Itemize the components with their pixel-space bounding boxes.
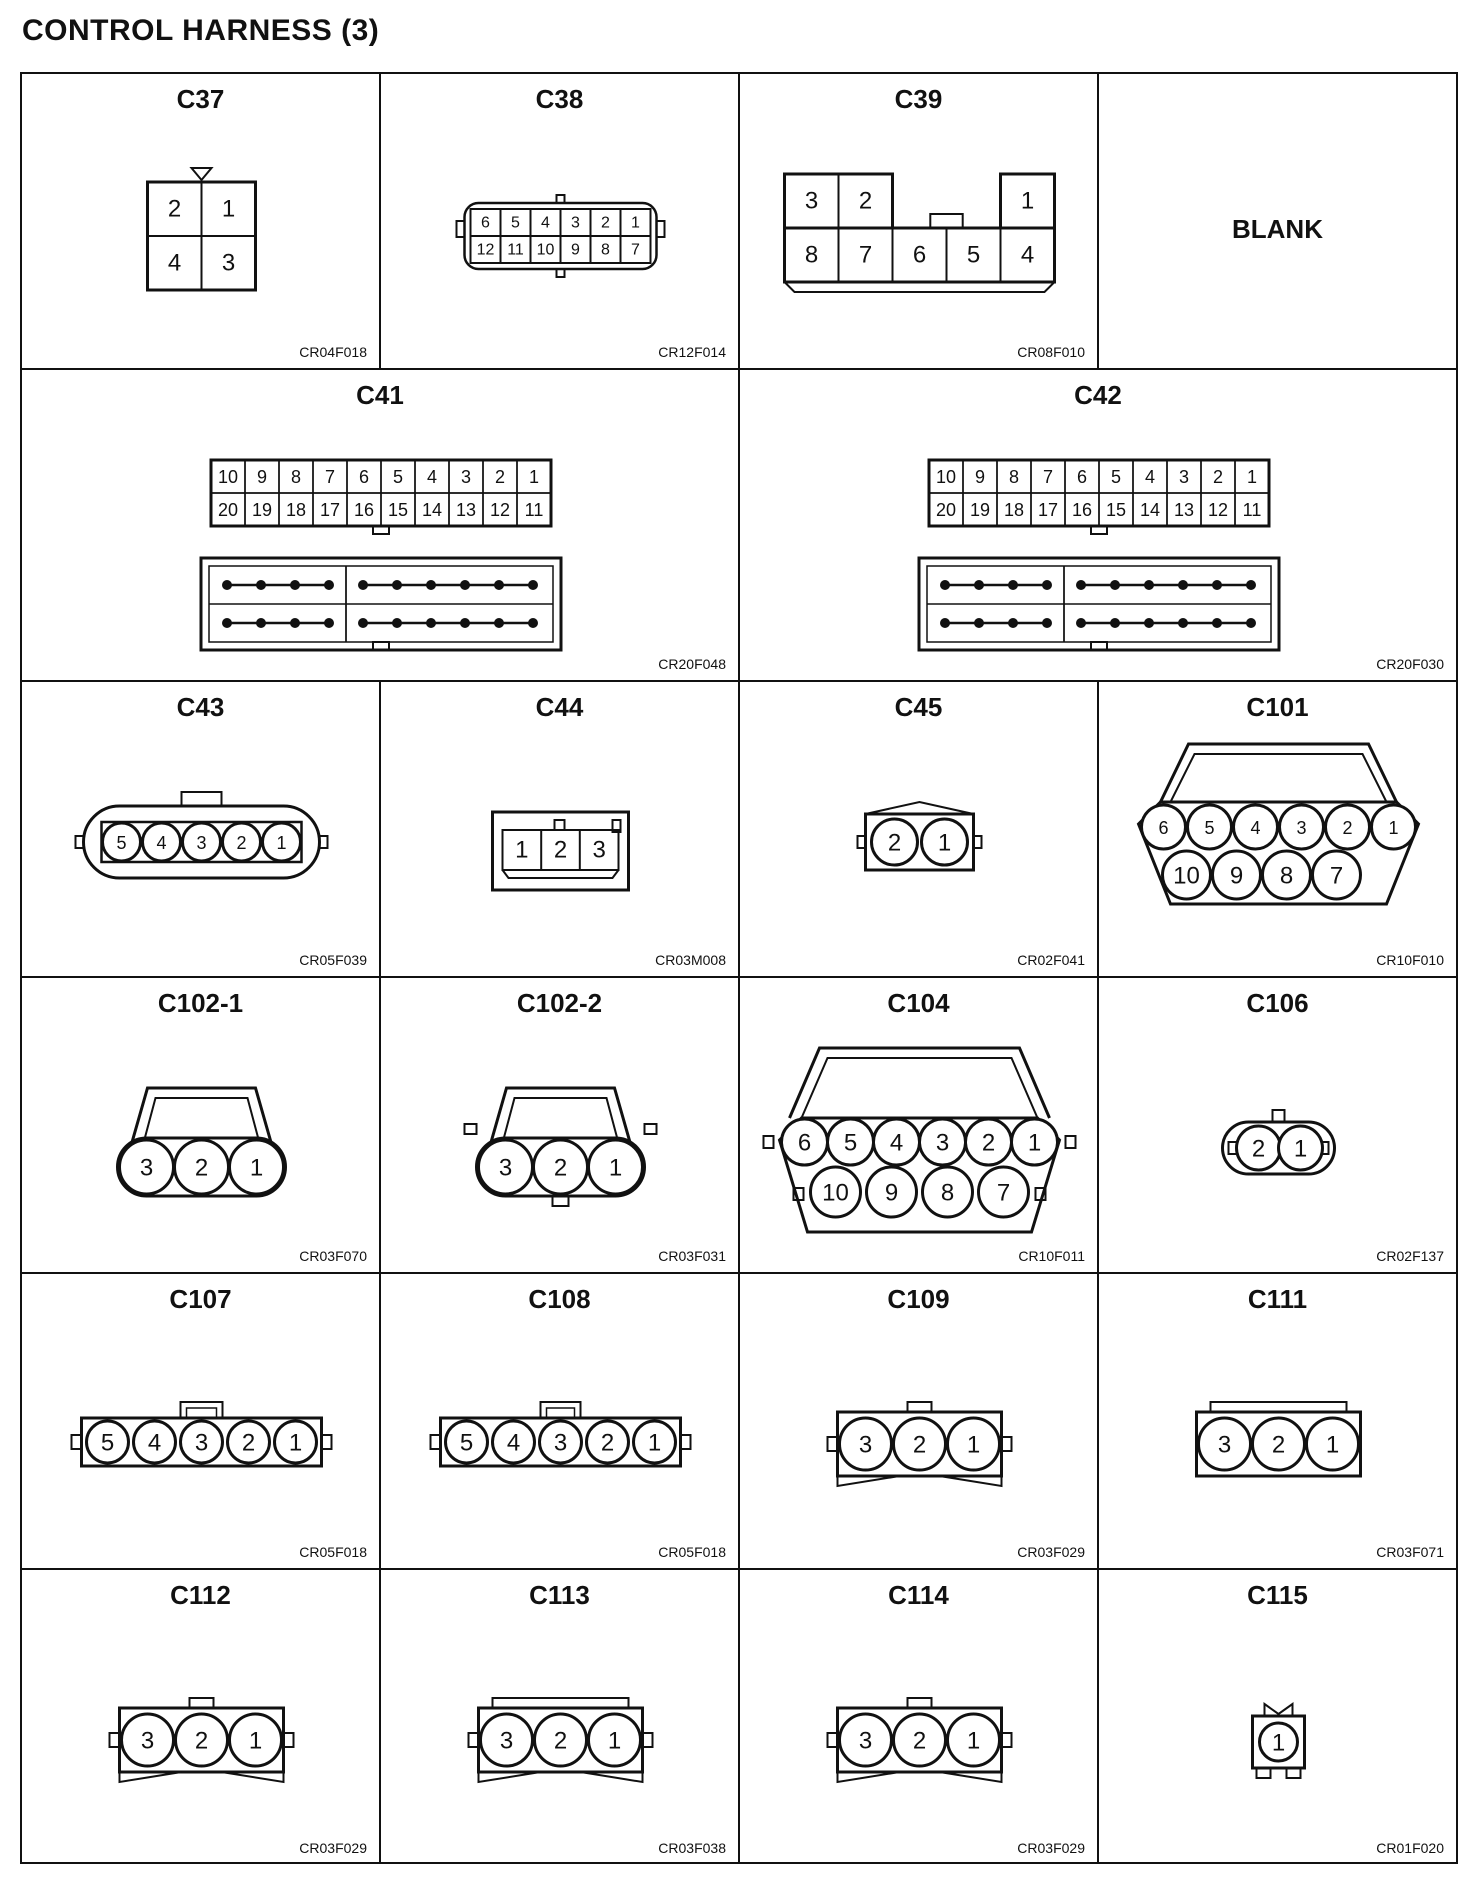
- pin-label: 3: [804, 187, 819, 215]
- pin-label: 11: [524, 500, 544, 520]
- pin-label: 5: [392, 467, 404, 487]
- pin-label: 3: [1217, 1431, 1232, 1459]
- connector-face: [76, 792, 328, 878]
- connector-face: [828, 1402, 1012, 1486]
- connector-name: C44: [535, 692, 584, 722]
- pin-label: 4: [1250, 818, 1261, 838]
- pin-label: 3: [194, 1429, 209, 1457]
- pin-label: 3: [935, 1129, 950, 1157]
- pin-label: 1: [966, 1727, 981, 1755]
- pin-label: 8: [290, 467, 302, 487]
- pin-label: 7: [996, 1179, 1011, 1207]
- connector-cell-c102-1: [22, 978, 381, 1274]
- pin-label: 15: [1105, 500, 1127, 520]
- pin-label: 2: [553, 1154, 568, 1182]
- connector-cell-blank: [1099, 74, 1456, 370]
- connector-name: C101: [1246, 692, 1309, 722]
- connector-code: CR05F018: [299, 1544, 367, 1560]
- pin-label: 3: [140, 1727, 155, 1755]
- pin-label: 14: [421, 500, 443, 520]
- connector-code: CR03F031: [658, 1248, 726, 1264]
- connector-name: C37: [176, 84, 225, 114]
- connector-face: [858, 802, 982, 870]
- pin-label: 3: [1296, 818, 1307, 838]
- connector-cell-c104: [740, 978, 1099, 1274]
- connector-cell-c45: [740, 682, 1099, 978]
- connector-face: [118, 1088, 286, 1196]
- pin-label: 3: [499, 1727, 514, 1755]
- connector-drawing-c44: [381, 682, 740, 978]
- pin-label: 1: [608, 1154, 623, 1182]
- pin-label: 19: [969, 500, 991, 520]
- connector-cell-c115: [1099, 1570, 1456, 1864]
- pin-label: 12: [1207, 500, 1229, 520]
- pin-label: 3: [592, 836, 606, 864]
- connector-face: [1139, 744, 1419, 904]
- blank-label: BLANK: [1232, 214, 1323, 244]
- connector-code: CR10F010: [1376, 952, 1444, 968]
- connector-code: CR02F041: [1017, 952, 1085, 968]
- connector-cell-c108: [381, 1274, 740, 1570]
- pin-label: 9: [884, 1179, 899, 1207]
- connector-drawing-c43: [22, 682, 381, 978]
- connector-code: CR08F010: [1017, 344, 1085, 360]
- pin-label: 17: [319, 500, 341, 520]
- pin-label: 3: [196, 833, 207, 853]
- pin-label: 10: [822, 1179, 849, 1207]
- connector-code: CR12F014: [658, 344, 726, 360]
- pin-label: 4: [1144, 467, 1156, 487]
- connector-code: CR05F039: [299, 952, 367, 968]
- pin-label: 6: [912, 241, 927, 269]
- connector-code: CR03F029: [1017, 1840, 1085, 1856]
- pin-label: 12: [489, 500, 511, 520]
- pin-label: 2: [553, 1727, 568, 1755]
- connector-code: CR04F018: [299, 344, 367, 360]
- connector-code: CR03F070: [299, 1248, 367, 1264]
- pin-label: 10: [935, 467, 957, 487]
- pin-label: 1: [631, 214, 640, 232]
- connector-cell-c38: [381, 74, 740, 370]
- connector-grid: [20, 72, 1458, 1864]
- connector-drawing-c108: [381, 1274, 740, 1570]
- pin-label: 1: [221, 195, 236, 223]
- connector-drawing-c113: [381, 1570, 740, 1866]
- pin-label: 2: [553, 836, 568, 864]
- pin-label: 3: [1178, 467, 1190, 487]
- page-title: CONTROL HARNESS (3): [22, 14, 380, 47]
- connector-cell-c43: [22, 682, 381, 978]
- pin-label: 4: [541, 214, 550, 232]
- pin-label: 11: [507, 241, 524, 259]
- pin-label: 1: [1388, 818, 1399, 838]
- pin-label: 13: [455, 500, 477, 520]
- connector-drawing-c39: [740, 74, 1099, 370]
- pin-label: 1: [276, 833, 287, 853]
- pin-label: 2: [494, 467, 506, 487]
- connector-face: [201, 460, 561, 650]
- pin-label: 17: [1037, 500, 1059, 520]
- connector-cell-c109: [740, 1274, 1099, 1570]
- connector-cell-c114: [740, 1570, 1099, 1864]
- pin-label: 1: [1325, 1431, 1340, 1459]
- connector-drawing-c114: [740, 1570, 1099, 1866]
- lock-tab: [192, 168, 212, 180]
- connector-drawing-c42: [740, 370, 1458, 682]
- pin-label: 3: [498, 1154, 513, 1182]
- pin-label: 2: [887, 829, 902, 857]
- connector-name: C104: [887, 988, 950, 1018]
- connector-code: CR02F137: [1376, 1248, 1444, 1264]
- connector-code: CR03F038: [658, 1840, 726, 1856]
- connector-face: [493, 812, 629, 890]
- connector-name: C107: [169, 1284, 232, 1314]
- pin-label: 7: [1329, 862, 1344, 890]
- pin-label: 2: [858, 187, 873, 215]
- pin-label: 9: [571, 241, 580, 259]
- pin-label: 18: [285, 500, 307, 520]
- pin-label: 1: [1020, 187, 1035, 215]
- pin-label: 10: [1173, 862, 1200, 890]
- connector-cell-c113: [381, 1570, 740, 1864]
- connector-name: C106: [1246, 988, 1309, 1018]
- pin-label: 4: [506, 1429, 521, 1457]
- connector-face: [1223, 1110, 1335, 1174]
- pin-label: 3: [571, 214, 580, 232]
- connector-code: CR03F071: [1376, 1544, 1444, 1560]
- pin-label: 4: [426, 467, 438, 487]
- connector-name: C45: [894, 692, 943, 722]
- connector-cell-c111: [1099, 1274, 1456, 1570]
- connector-face: [828, 1698, 1012, 1782]
- connector-cell-c42: [740, 370, 1456, 682]
- pin-label: 5: [1204, 818, 1215, 838]
- pin-label: 8: [1279, 862, 1294, 890]
- connector-drawing-c101: [1099, 682, 1458, 978]
- pin-label: 6: [1158, 818, 1169, 838]
- pin-label: 12: [476, 241, 495, 259]
- pin-label: 3: [858, 1727, 873, 1755]
- pin-label: 4: [167, 249, 182, 277]
- pin-label: 20: [935, 500, 957, 520]
- connector-name: C38: [535, 84, 584, 114]
- pin-label: 9: [256, 467, 268, 487]
- connector-face: [1253, 1704, 1305, 1778]
- pin-label: 5: [100, 1429, 115, 1457]
- pin-label: 2: [194, 1727, 209, 1755]
- connector-face: [431, 1402, 691, 1466]
- connector-cell-c101: [1099, 682, 1456, 978]
- pin-label: 2: [194, 1154, 209, 1182]
- connector-name: C108: [528, 1284, 591, 1314]
- pin-label: 9: [974, 467, 986, 487]
- connector-face: [148, 168, 256, 290]
- pin-label: 5: [966, 241, 981, 269]
- pin-label: 16: [1071, 500, 1093, 520]
- pin-label: 2: [1271, 1431, 1286, 1459]
- pin-label: 16: [353, 500, 375, 520]
- connector-name: C43: [176, 692, 225, 722]
- pin-label: 5: [459, 1429, 474, 1457]
- pin-label: 2: [1251, 1135, 1266, 1163]
- connector-face: [764, 1048, 1076, 1232]
- pin-label: 4: [147, 1429, 162, 1457]
- connector-drawing-c106: [1099, 978, 1458, 1274]
- pin-label: 13: [1173, 500, 1195, 520]
- pin-label: 5: [843, 1129, 858, 1157]
- connector-drawing-c102-1: [22, 978, 381, 1274]
- pin-label: 8: [601, 241, 610, 259]
- connector-face: [457, 195, 665, 277]
- pin-label: 3: [553, 1429, 568, 1457]
- connector-drawing-c107: [22, 1274, 381, 1570]
- pin-label: 8: [804, 241, 819, 269]
- pin-label: 8: [940, 1179, 955, 1207]
- pin-label: 2: [236, 833, 247, 853]
- pin-label: 10: [536, 241, 555, 259]
- pin-label: 1: [937, 829, 952, 857]
- pin-label: 3: [460, 467, 472, 487]
- connector-cell-c39: [740, 74, 1099, 370]
- pin-label: 1: [966, 1431, 981, 1459]
- connector-face: [785, 174, 1055, 292]
- pin-label: 2: [981, 1129, 996, 1157]
- pin-label: 2: [912, 1727, 927, 1755]
- pin-label: 8: [1008, 467, 1020, 487]
- connector-face: [465, 1088, 657, 1206]
- connector-code: CR10F011: [1018, 1248, 1085, 1264]
- connector-code: CR20F030: [1376, 656, 1444, 672]
- connector-code: CR01F020: [1376, 1840, 1444, 1856]
- pin-label: 2: [167, 195, 182, 223]
- pin-label: 1: [288, 1429, 303, 1457]
- pin-label: 5: [1110, 467, 1122, 487]
- pin-label: 1: [1246, 467, 1258, 487]
- pin-label: 1: [1271, 1729, 1286, 1757]
- connector-cell-c102-2: [381, 978, 740, 1274]
- pin-label: 2: [1212, 467, 1224, 487]
- pin-label: 5: [511, 214, 520, 232]
- pin-label: 7: [324, 467, 336, 487]
- pin-label: 3: [221, 249, 236, 277]
- connector-name: C111: [1247, 1284, 1308, 1314]
- connector-name: C39: [894, 84, 943, 114]
- pin-label: 6: [797, 1129, 812, 1157]
- pin-label: 1: [647, 1429, 662, 1457]
- connector-name: C115: [1247, 1580, 1308, 1610]
- connector-name: C42: [1074, 380, 1122, 410]
- pin-label: 14: [1139, 500, 1161, 520]
- connector-code: CR03F029: [299, 1840, 367, 1856]
- connector-drawing-c111: [1099, 1274, 1458, 1570]
- pin-label: 2: [601, 214, 610, 232]
- connector-name: C41: [356, 380, 404, 410]
- pin-label: 11: [1242, 500, 1262, 520]
- pin-label: 7: [1042, 467, 1054, 487]
- connector-code: CR03F029: [1017, 1544, 1085, 1560]
- connector-drawing-c104: [740, 978, 1099, 1274]
- connector-code: CR03M008: [655, 952, 726, 968]
- pin-label: 3: [139, 1154, 154, 1182]
- connector-name: C109: [887, 1284, 950, 1314]
- pin-label: 6: [358, 467, 370, 487]
- connector-drawing-c102-2: [381, 978, 740, 1274]
- connector-drawing-c37: [22, 74, 381, 370]
- connector-drawing-c45: [740, 682, 1099, 978]
- pin-label: 2: [1342, 818, 1353, 838]
- connector-cell-c106: [1099, 978, 1456, 1274]
- connector-face: [469, 1698, 653, 1782]
- pin-label: 1: [515, 836, 529, 864]
- connector-name: C114: [888, 1580, 949, 1610]
- connector-cell-c44: [381, 682, 740, 978]
- pin-label: 2: [912, 1431, 927, 1459]
- connector-name: C112: [170, 1580, 231, 1610]
- connector-face: [110, 1698, 294, 1782]
- pin-label: 4: [156, 833, 167, 853]
- pin-label: 20: [217, 500, 239, 520]
- connector-drawing-c38: [381, 74, 740, 370]
- connector-cell-c112: [22, 1570, 381, 1864]
- connector-cell-c107: [22, 1274, 381, 1570]
- pin-label: 7: [858, 241, 873, 269]
- pin-label: 15: [387, 500, 409, 520]
- connector-drawing-c115: [1099, 1570, 1458, 1866]
- connector-drawing-c109: [740, 1274, 1099, 1570]
- pin-label: 2: [241, 1429, 256, 1457]
- pin-label: 7: [631, 241, 640, 259]
- pin-label: 1: [1027, 1129, 1042, 1157]
- connector-face: [1197, 1402, 1361, 1476]
- pin-label: 4: [889, 1129, 904, 1157]
- connector-name: C102-2: [516, 988, 603, 1018]
- pin-label: 18: [1003, 500, 1025, 520]
- pin-label: 5: [116, 833, 127, 853]
- pin-label: 10: [217, 467, 239, 487]
- pin-label: 4: [1020, 241, 1035, 269]
- connector-name: C113: [529, 1580, 590, 1610]
- connector-drawing-c41: [22, 370, 740, 682]
- connector-face: [919, 460, 1279, 650]
- pin-label: 1: [1293, 1135, 1308, 1163]
- pin-label: 9: [1229, 862, 1244, 890]
- connector-cell-c37: [22, 74, 381, 370]
- pin-label: 2: [600, 1429, 615, 1457]
- pin-label: 6: [481, 214, 490, 232]
- pin-label: 1: [528, 467, 540, 487]
- connector-code: CR05F018: [658, 1544, 726, 1560]
- connector-code: CR20F048: [658, 656, 726, 672]
- connector-name: C102-1: [157, 988, 244, 1018]
- connector-drawing-c112: [22, 1570, 381, 1866]
- connector-face: [72, 1402, 332, 1466]
- pin-label: 1: [249, 1154, 264, 1182]
- pin-label: 1: [248, 1727, 263, 1755]
- connector-cell-c41: [22, 370, 740, 682]
- pin-label: 3: [858, 1431, 873, 1459]
- pin-label: 19: [251, 500, 273, 520]
- pin-label: 1: [607, 1727, 622, 1755]
- pin-label: 6: [1076, 467, 1088, 487]
